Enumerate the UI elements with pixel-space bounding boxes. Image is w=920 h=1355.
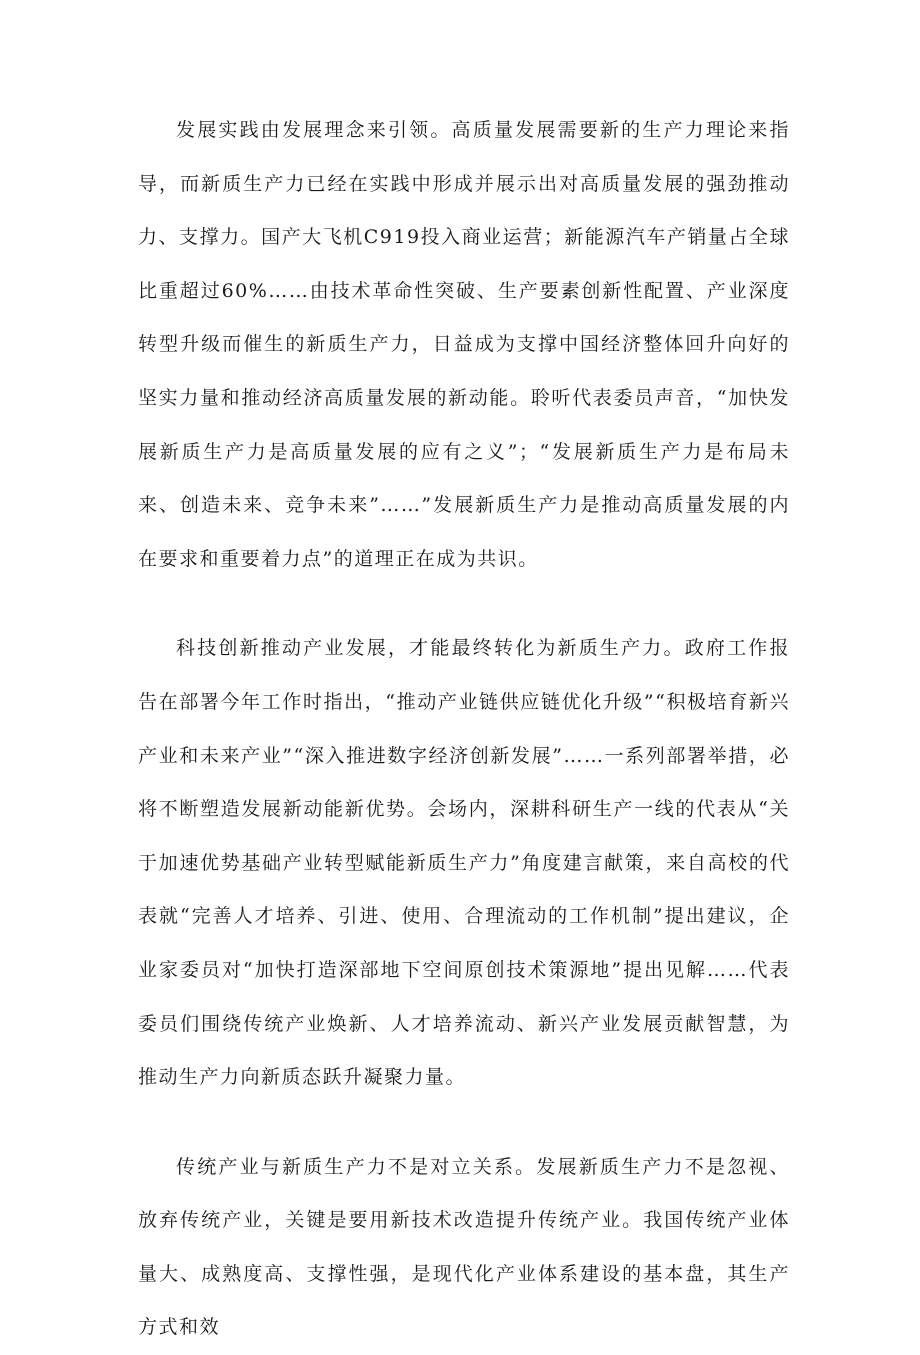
paragraph-1: 发展实践由发展理念来引领。高质量发展需要新的生产力理论来指导，而新质生产力已经在实践中形成并展示出对高质量发展的强劲推动力、支撑力。国产大飞机C919投入商业运营；新能源汽车产销量占全球比重超过60%……由技术革命性突破、生产要素创新性配置、产业深度转型升级而催生的新质生产力，日益成为支撑中国经济整体回升向好的坚实力量和推动经济高质量发展的新动能。聆听代表委员声音，“加快发展新质生产力是高质量发展的应有之义”；“发展新质生产力是布局未来、创造未来、竞争未来”……”发展新质生产力是推动高质量发展的内在要求和重要着力点”的道理正在成为共识。 [138,119,790,570]
document-body [138,104,790,1355]
paragraph-3: 传统产业与新质生产力不是对立关系。发展新质生产力不是忽视、放弃传统产业，关键是要用新技术改造提升传统产业。我国传统产业体量大、成熟度高、支撑性强，是现代化产业体系建设的基本盘，其生产方式和效 [138,1155,790,1339]
paragraph-2: 科技创新推动产业发展，才能最终转化为新质生产力。政府工作报告在部署今年工作时指出，“推动产业链供应链优化升级”“积极培育新兴产业和未来产业”“深入推进数字经济创新发展”……一系列部署举措，必将不断塑造发展新动能新优势。会场内，深耕科研生产一线的代表从“关于加速优势基础产业转型赋能新质生产力”角度建言献策，来自高校的代表就“完善人才培养、引进、使用、合理流动的工作机制”提出建议，企业家委员对“加快打造深部地下空间原创技术策源地”提出见解……代表委员们围绕传统产业焕新、人才培养流动、新兴产业发展贡献智慧，为推动生产力向新质态跃升凝聚力量。 [138,637,790,1089]
